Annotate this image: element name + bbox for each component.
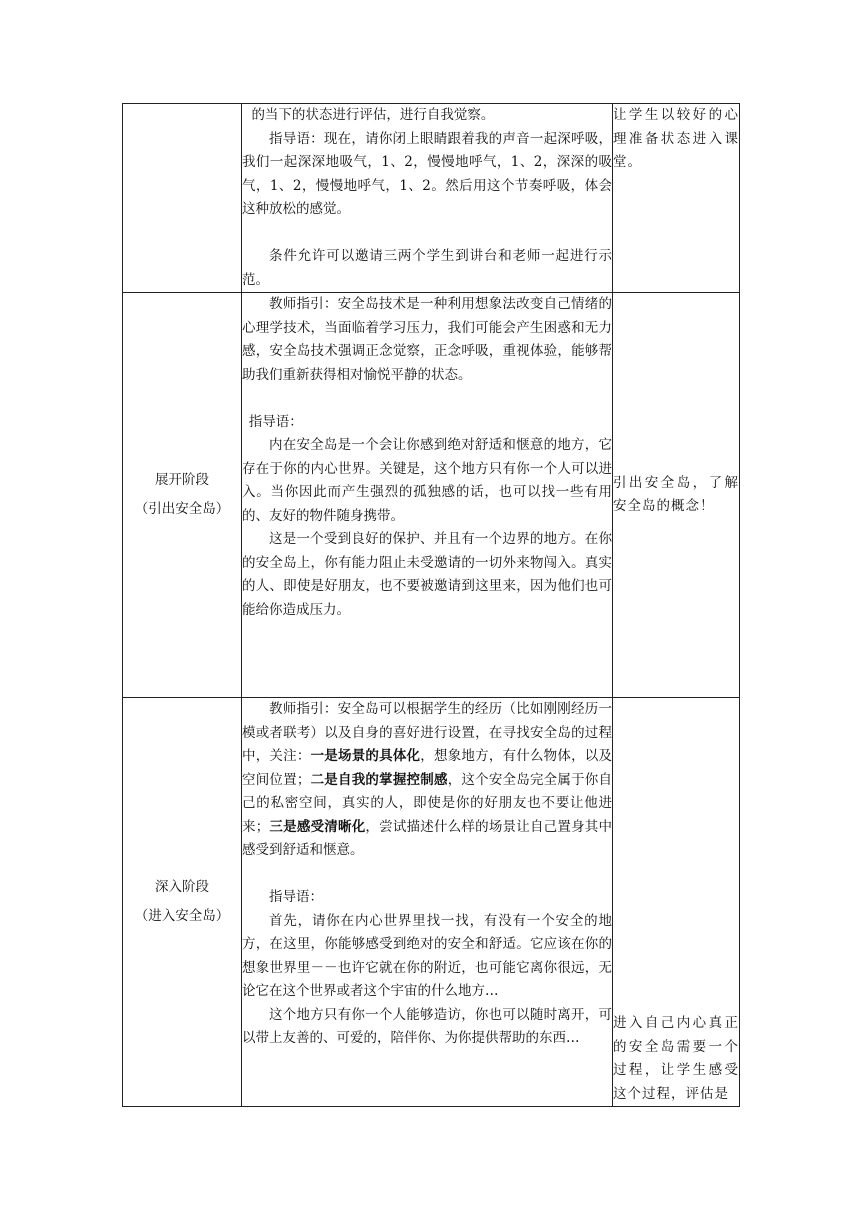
aim-cell (613, 104, 740, 293)
aim-text: 引出安全岛，了解安全岛的概念！ (613, 474, 739, 514)
bold-point-1: 一是场景的具体化 (310, 748, 421, 764)
paragraph: 这是一个受到良好的保护、并且有一个边界的地方。在你的安全岛上，你有能力阻止未受邀请的一切外来物闯入。真实的人、即使是好朋友，也不要被邀请到这里来，因为他们也可能给你造成压力。 (242, 531, 612, 618)
aim-text: 让学生以较好的心理准备状态进入课堂。 (613, 107, 739, 170)
bold-point-3: 三是感受清晰化 (269, 818, 366, 835)
stage-cell (123, 104, 242, 293)
stage-subtitle: （引出安全岛） (134, 501, 230, 517)
content-cell (242, 698, 613, 1107)
paragraph: 首先，请你在内心世界里找一找，有没有一个安全的地方，在这里，你能够感受到绝对的安全和舒适。它应该在你的想象世界里－－也许它就在你的附近，也可能它离你很远，无论它在这个世界或者这个宇宙的什么地方… (242, 912, 612, 999)
paragraph: 这个地方只有你一个人能够造访，你也可以随时离开，可以带上友善的、可爱的，陪伴你、为你提供帮助的东西… (242, 1006, 612, 1046)
stage-title: 深入阶段 (155, 879, 209, 895)
lesson-plan-table (122, 103, 740, 1107)
paragraph: 指导语： (248, 413, 303, 430)
stage-cell (123, 698, 242, 1107)
content-cell (242, 293, 613, 698)
aim-cell (613, 698, 740, 1107)
stage-cell (123, 293, 242, 698)
paragraph: 教师指引：安全岛技术是一种利用想象法改变自己情绪的心理学技术，当面临着学习压力，我们可能会产生困惑和无力感，安全岛技术强调正念觉察，正念呼吸，重视体验，能够帮助我们重新获得相对愉悦平静的状态。 (242, 296, 612, 383)
table-row (123, 293, 740, 698)
stage-title: 展开阶段 (155, 472, 209, 488)
bold-point-2: 二是自我的掌握控制感 (310, 771, 448, 788)
content-cell (242, 104, 613, 293)
paragraph: 的当下的状态进行评估，进行自我觉察。 (251, 107, 495, 123)
paragraph: 教师指引：安全岛可以根据学生的经历（比如刚刚经历一模或者联考）以及自身的喜好进行设置，在寻找安全岛的过程中，关注：一是场景的具体化，想象地方，有什么物体，以及空间位置；二是自我的掌握控制感，这个安全岛完全属于你自己的私密空间，真实的人，即使是你的好朋友也不要让他进来；三是感受清晰化，尝试描述什么样的场景让自己置身其中感受到舒适和惬意。 (242, 701, 613, 858)
paragraph: 条件允许可以邀请三两个学生到讲台和老师一起进行示范。 (242, 248, 612, 288)
paragraph: 指导语： (269, 889, 323, 905)
aim-text: 进入自己内心真正的安全岛需要一个过程，让学生感受这个过程，评估是 (613, 1015, 739, 1102)
table-row (123, 104, 740, 293)
table-row (123, 698, 740, 1107)
aim-cell (613, 293, 740, 698)
paragraph: 指导语：现在，请你闭上眼睛跟着我的声音一起深呼吸，我们一起深深地吸气，1、2，慢慢地呼气，1、2，深深的吸气，1、2，慢慢地呼气，1、2。然后用这个节奏呼吸，体会这种放松的感觉。 (242, 130, 612, 217)
paragraph: 内在安全岛是一个会让你感到绝对舒适和惬意的地方，它存在于你的内心世界。关键是，这个地方只有你一个人可以进入。当你因此而产生强烈的孤独感的话，也可以找一些有用的、友好的物件随身携带。 (242, 437, 612, 524)
stage-subtitle: （进入安全岛） (134, 908, 230, 924)
